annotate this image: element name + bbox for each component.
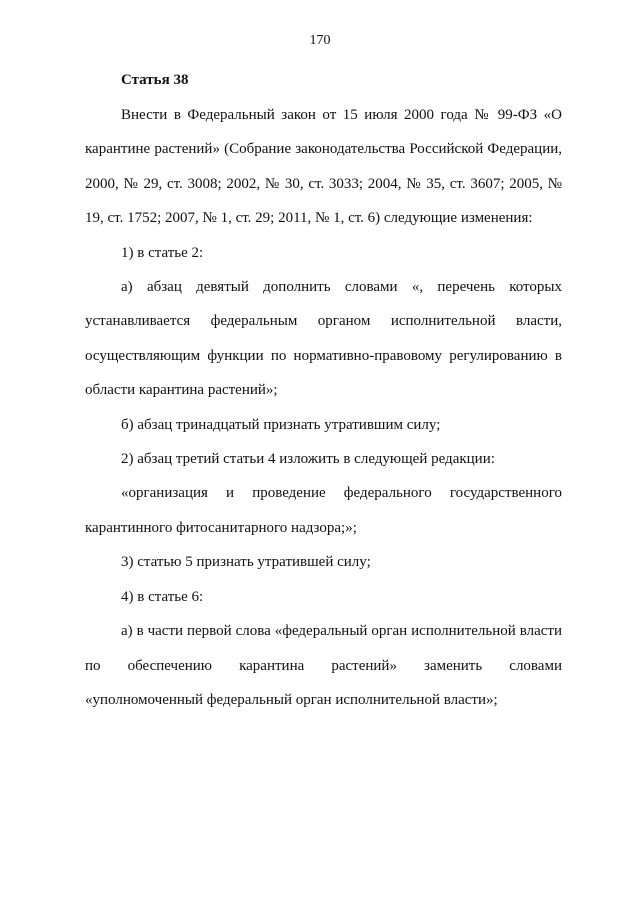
paragraph-intro: Внести в Федеральный закон от 15 июля 2000 года № 99-ФЗ «О карантине растений» (Собрание законодательства Российской Федерации, 2000, № 29, ст. 3008; 2002, № 30, ст. 3033; 2004, № 35, ст. 3607; 2005, № 19, ст. 1752; 2007, № 1, ст. 29; 2011, № 1, ст. 6) следующие изменения: — [85, 107, 562, 227]
paragraph-item-2-quote: «организация и проведение федерального государственного карантинного фитосанитарного надзора;»; — [85, 485, 562, 536]
paragraph-item-2: 2) абзац третий статьи 4 изложить в следующей редакции: — [121, 451, 495, 468]
article-heading: Статья 38 — [121, 72, 189, 88]
article-text — [85, 98, 562, 717]
paragraph-item-4a: а) в части первой слова «федеральный орган исполнительной власти по обеспечению карантина растений» заменить словами «уполномоченный федеральный орган исполнительной власти»; — [85, 623, 562, 708]
paragraph-item-4: 4) в статье 6: — [121, 588, 204, 605]
paragraph-item-1: 1) в статье 2: — [121, 244, 204, 261]
page-number: 170 — [309, 33, 331, 48]
paragraph-item-1b: б) абзац тринадцатый признать утратившим силу; — [121, 416, 441, 433]
paragraph-item-1a: а) абзац девятый дополнить словами «, перечень которых устанавливается федеральным органом исполнительной власти, осуществляющим функции по нормативно-правовому регулированию в области карантина растений»; — [85, 279, 562, 399]
paragraph-item-3: 3) статью 5 признать утратившей силу; — [121, 554, 371, 571]
